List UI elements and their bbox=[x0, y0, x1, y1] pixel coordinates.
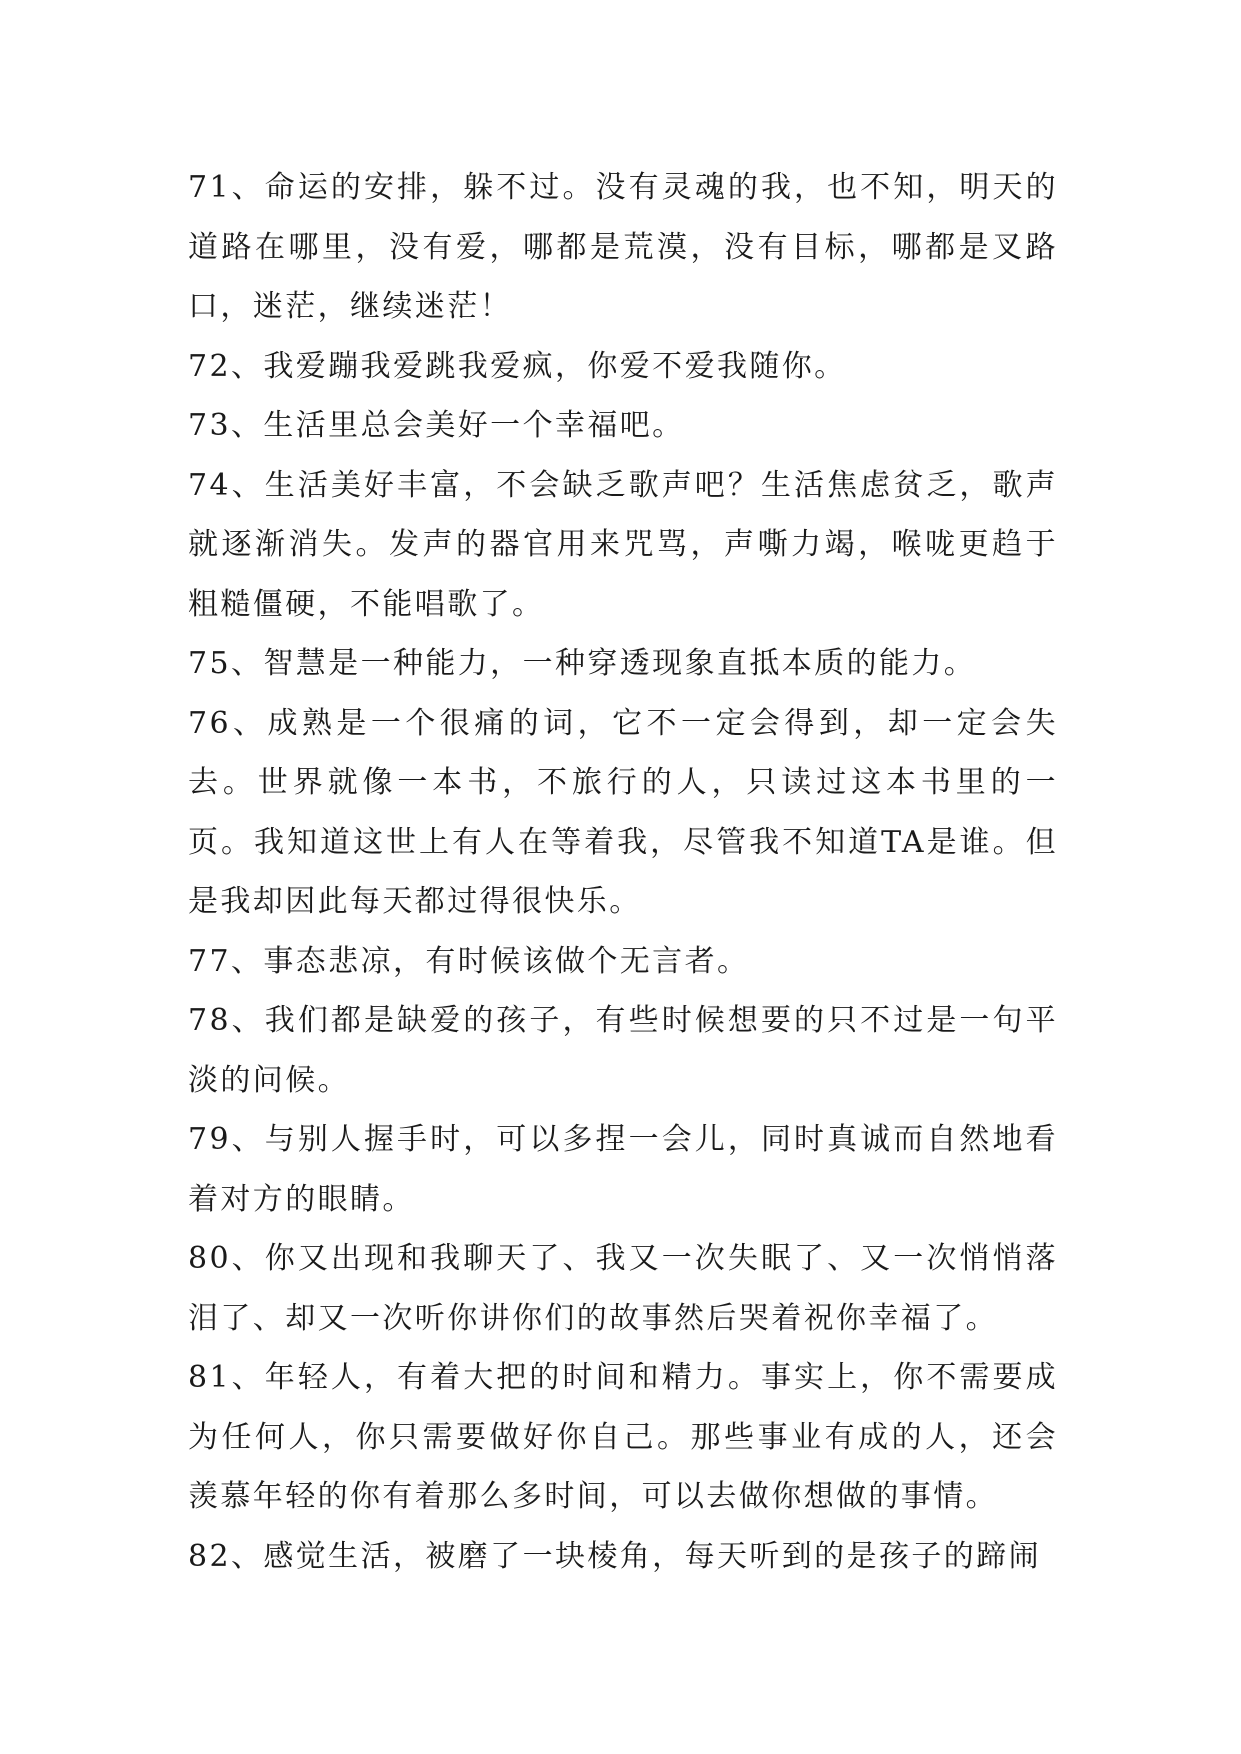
paragraph-75: 75、智慧是一种能力，一种穿透现象直抵本质的能力。 bbox=[188, 646, 977, 681]
paragraph-81: 81、年轻人，有着大把的时间和精力。事实上，你不需要成为任何人，你只需要做好你自己。那些事业有成的人，还会羡慕年轻的你有着那么多时间，可以去做你想做的事情。 bbox=[188, 1360, 1058, 1514]
paragraph-77: 77、事态悲凉，有时候该做个无言者。 bbox=[188, 943, 750, 979]
paragraph-80: 80、你又出现和我聊天了、我又一次失眠了、又一次悄悄落泪了、却又一次听你讲你们的故事然后哭着祝你幸福了。 bbox=[188, 1241, 1058, 1336]
paragraph-79: 79、与别人握手时，可以多捏一会儿，同时真诚而自然地看着对方的眼睛。 bbox=[188, 1122, 1058, 1217]
paragraph-74: 74、生活美好丰富，不会缺乏歌声吧？生活焦虑贫乏，歌声就逐渐消失。发声的器官用来咒骂，声嘶力竭，喉咙更趋于粗糙僵硬，不能唱歌了。 bbox=[188, 467, 1058, 622]
document-body bbox=[188, 158, 1058, 1586]
paragraph-78: 78、我们都是缺爱的孩子，有些时候想要的只不过是一句平淡的问候。 bbox=[188, 1003, 1058, 1098]
paragraph-71: 71、命运的安排，躲不过。没有灵魂的我，也不知，明天的道路在哪里，没有爱，哪都是荒漠，没有目标，哪都是叉路口，迷茫，继续迷茫！ bbox=[188, 170, 1058, 324]
paragraph-82: 82、感觉生活，被磨了一块棱角，每天听到的是孩子的蹄闹 bbox=[188, 1538, 1041, 1574]
paragraph-73: 73、生活里总会美好一个幸福吧。 bbox=[188, 408, 685, 443]
paragraph-72: 72、我爱蹦我爱跳我爱疯，你爱不爱我随你。 bbox=[188, 348, 847, 384]
paragraph-76: 76、成熟是一个很痛的词，它不一定会得到，却一定会失去。世界就像一本书，不旅行的人，只读过这本书里的一页。我知道这世上有人在等着我，尽管我不知道TA是谁。但是我却因此每天都过得很快乐。 bbox=[188, 705, 1058, 919]
